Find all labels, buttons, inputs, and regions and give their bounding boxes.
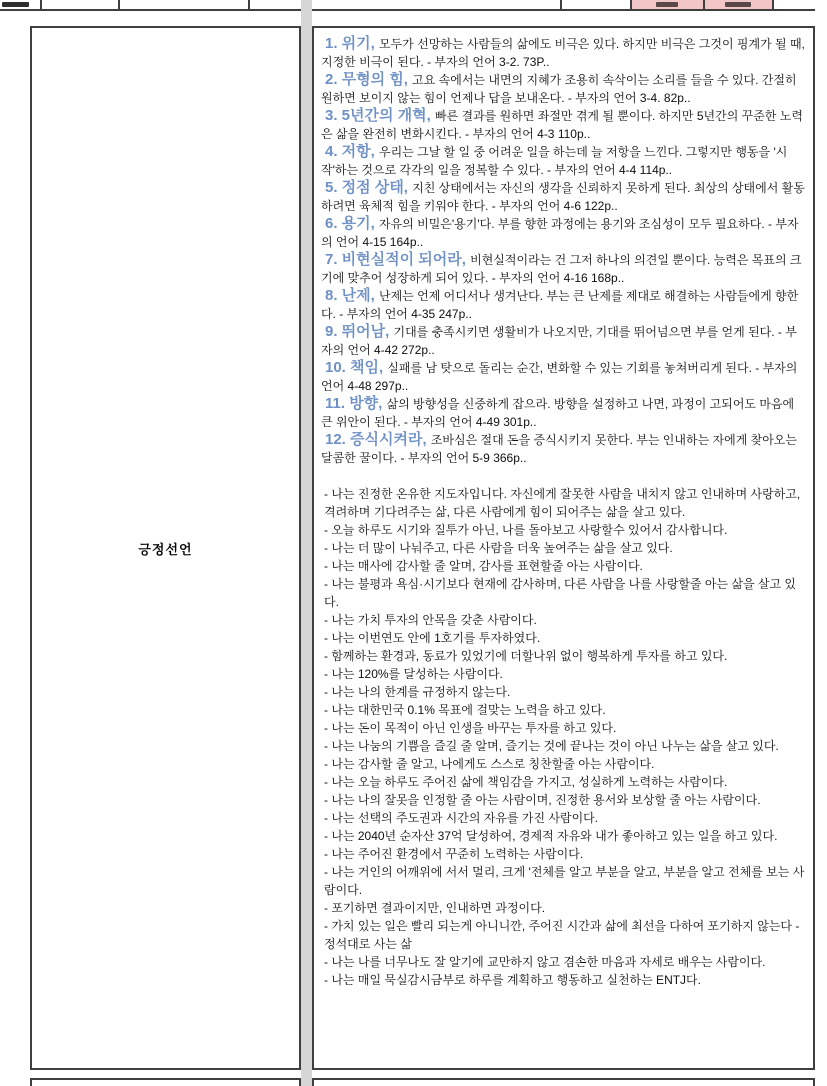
header-grid-line bbox=[772, 0, 774, 9]
affirmation-item: - 나는 매일 묵실감시금부로 하루를 계획하고 행동하고 실천하는 ENTJ다. bbox=[324, 973, 701, 987]
bottom-row-right[interactable] bbox=[312, 1078, 815, 1086]
affirmation-item: - 가치 있는 일은 빨리 되는게 아니니깐, 주어진 시간과 삶에 최선을 다하여 포기하지 않는다 - 정석대로 사는 삶 bbox=[324, 919, 800, 951]
quote-body: 기대를 충족시키면 생활비가 나오지만, 기대를 뛰어넘으면 부를 얻게 된다. - 부자의 언어 4-42 272p.. bbox=[321, 325, 797, 357]
quote-title: 9. 뛰어남, bbox=[325, 323, 394, 340]
affirmation-item: - 나는 오늘 하루도 주어진 삶에 책임감을 가지고, 성실하게 노력하는 사람이다. bbox=[324, 775, 728, 789]
quote-title: 3. 5년간의 개혁, bbox=[325, 107, 435, 124]
header-grid-line bbox=[630, 0, 632, 9]
affirmation-item: - 나는 나눔의 기쁨을 즐길 줄 알며, 즐기는 것에 끝나는 것이 아닌 나누는 삶을 살고 있다. bbox=[324, 739, 779, 753]
affirmation-item: - 나는 돈이 목적이 아닌 인생을 바꾸는 투자를 하고 있다. bbox=[324, 721, 617, 735]
quote-item bbox=[321, 179, 807, 215]
quote-title: 7. 비현실적이 되어라, bbox=[325, 251, 471, 268]
quote-item bbox=[321, 251, 807, 287]
quote-item bbox=[321, 143, 807, 179]
quote-body: 삶의 방향성을 신중하게 잡으라. 방향을 설정하고 나면, 과정이 고되어도 마음에 큰 위안이 된다. - 부자의 언어 4-49 301p.. bbox=[321, 397, 795, 429]
positive-declaration-cell[interactable] bbox=[30, 26, 301, 1070]
affirmation-item: - 나는 불평과 욕심·시기보다 현재에 감사하며, 다른 사람을 나를 사랑할줄 아는 삶을 살고 있다. bbox=[324, 577, 796, 609]
affirmation-item: - 나는 더 많이 나눠주고, 다른 사람을 더욱 높여주는 삶을 살고 있다. bbox=[324, 541, 673, 555]
affirmation-item: - 나는 120%를 달성하는 사람이다. bbox=[324, 667, 503, 681]
quote-title: 1. 위기, bbox=[325, 35, 379, 52]
quote-body: 자유의 비밀은'용기'다. 부를 향한 과정에는 용기와 조심성이 모두 필요하다. - 부자의 언어 4-15 164p.. bbox=[321, 217, 799, 249]
quote-body: 지친 상태에서는 자신의 생각을 신뢰하지 못하게 된다. 최상의 상태에서 활동하려면 육체적 힘을 키워야 한다. - 부자의 언어 4-6 122p.. bbox=[321, 181, 805, 213]
quote-body: 고요 속에서는 내면의 지혜가 조용히 속삭이는 소리를 들을 수 있다. 간절히 원하면 보이지 않는 힘이 언제나 답을 보내온다. - 부자의 언어 3-4. 82p.. bbox=[321, 73, 797, 105]
quote-title: 11. 방향, bbox=[325, 395, 387, 412]
quote-item bbox=[321, 71, 807, 107]
quotes-list bbox=[321, 35, 807, 467]
quote-title: 10. 책임, bbox=[325, 359, 388, 376]
header-grid-line bbox=[703, 0, 705, 9]
bottom-row-left[interactable] bbox=[30, 1078, 301, 1086]
affirmation-item: - 함께하는 환경과, 동료가 있었기에 더할나위 없이 행복하게 투자를 하고 있다. bbox=[324, 649, 728, 663]
header-grid-line bbox=[248, 0, 250, 9]
header-grid-line bbox=[560, 0, 562, 9]
header-row-left[interactable] bbox=[0, 0, 301, 11]
quote-title: 4. 저항, bbox=[325, 143, 379, 160]
header-grid-line bbox=[40, 0, 42, 9]
quote-item bbox=[321, 431, 807, 467]
quote-title: 5. 정점 상태, bbox=[325, 179, 413, 196]
content-cell[interactable] bbox=[312, 26, 815, 1070]
quote-item bbox=[321, 395, 807, 431]
quote-body: 난제는 언제 어디서나 생겨난다. 부는 큰 난제를 제대로 해결하는 사람들에게 향한다. - 부자의 언어 4-35 247p.. bbox=[321, 289, 799, 321]
positive-declaration-label: 긍정선언 bbox=[138, 541, 193, 557]
quote-title: 12. 증식시켜라, bbox=[325, 431, 431, 448]
clipped-header-text bbox=[656, 2, 678, 7]
quote-item bbox=[321, 215, 807, 251]
quote-item bbox=[321, 323, 807, 359]
quote-item bbox=[321, 287, 807, 323]
affirmation-item: - 나는 나의 한계를 규정하지 않는다. bbox=[324, 685, 511, 699]
affirmation-item: - 나는 2040년 순자산 37억 달성하여, 경제적 자유와 내가 좋아하고 있는 일을 하고 있다. bbox=[324, 829, 778, 843]
affirmation-item: - 나는 대한민국 0.1% 목표에 걸맞는 노력을 하고 있다. bbox=[324, 703, 606, 717]
clipped-header-text bbox=[725, 2, 751, 7]
quote-body: 실패를 남 탓으로 돌리는 순간, 변화할 수 있는 기회를 놓쳐버리게 된다. - 부자의 언어 4-48 297p.. bbox=[321, 361, 798, 393]
quote-body: 조바심은 절대 돈을 증식시키지 못한다. 부는 인내하는 자에게 찾아오는 달콤한 꿀이다. - 부자의 언어 5-9 366p.. bbox=[321, 433, 797, 465]
affirmation-item: - 나는 매사에 감사할 줄 알며, 감사를 표현할줄 아는 사람이다. bbox=[324, 559, 643, 573]
header-cell-pink[interactable] bbox=[632, 0, 703, 9]
affirmation-item: - 나는 나를 너무나도 잘 알기에 교만하지 않고 겸손한 마음과 자세로 배우는 사람이다. bbox=[324, 955, 766, 969]
affirmation-item: - 나는 진정한 온유한 지도자입니다. 자신에게 잘못한 사람을 내치지 않고 인내하며 사랑하고, 격려하며 기다려주는 삶, 다른 사람에게 힘이 되어주는 삶을 살고 있다. bbox=[324, 487, 801, 519]
quote-title: 6. 용기, bbox=[325, 215, 379, 232]
quote-item bbox=[321, 107, 807, 143]
affirmation-item: - 나는 나의 잘못을 인정할 줄 아는 사람이며, 진정한 용서와 보상할 줄 아는 사람이다. bbox=[324, 793, 761, 807]
quote-body: 빠른 결과를 원하면 좌절만 겪게 될 뿐이다. 하지만 5년간의 꾸준한 노력은 삶을 완전히 변화시킨다. - 부자의 언어 4-3 110p.. bbox=[321, 109, 803, 141]
affirmation-item: - 나는 가치 투자의 안목을 갖춘 사람이다. bbox=[324, 613, 537, 627]
quote-title: 8. 난제, bbox=[325, 287, 379, 304]
affirmation-item: - 나는 선택의 주도권과 시간의 자유를 가진 사람이다. bbox=[324, 811, 599, 825]
quote-body: 우리는 그날 할 일 중 어려운 일을 하는데 늘 저항을 느낀다. 그렇지만 행동을 '시작'하는 것으로 각각의 일을 정복할 수 있다. - 부자의 언어 4-4 114p.. bbox=[321, 145, 788, 177]
header-row-right[interactable] bbox=[312, 0, 815, 11]
quote-body: 모두가 선망하는 사람들의 삶에도 비극은 있다. 하지만 비극은 그것이 핑계가 될 때, 지정한 비극이 된다. - 부자의 언어 3-2. 73P.. bbox=[321, 37, 805, 69]
table-gutter bbox=[301, 0, 312, 1086]
affirmation-item: - 나는 거인의 어깨위에 서서 멀리, 크게 '전체를 알고 부분을 알고, 부분을 알고 전체를 보는 사람이다. bbox=[324, 865, 805, 897]
quote-title: 2. 무형의 힘, bbox=[325, 71, 413, 88]
header-grid-line bbox=[118, 0, 120, 9]
affirmation-item: - 포기하면 결과이지만, 인내하면 과정이다. bbox=[324, 901, 546, 915]
quote-body: 비현실적이라는 건 그저 하나의 의견일 뿐이다. 능력은 목표의 크기에 맞추어 성장하게 되어 있다. - 부자의 언어 4-16 168p.. bbox=[321, 253, 802, 285]
clipped-header-text bbox=[2, 2, 29, 7]
affirmation-item: - 오늘 하루도 시기와 질투가 아닌, 나를 돌아보고 사랑할수 있어서 감사합니다. bbox=[324, 523, 728, 537]
affirmation-item: - 나는 이번연도 안에 1호기를 투자하였다. bbox=[324, 631, 541, 645]
header-cell-pink[interactable] bbox=[705, 0, 772, 9]
affirmations-list bbox=[321, 485, 807, 989]
quote-item bbox=[321, 359, 807, 395]
affirmation-item: - 나는 주어진 환경에서 꾸준히 노력하는 사람이다. bbox=[324, 847, 584, 861]
affirmation-item: - 나는 감사할 줄 알고, 나에게도 스스로 칭찬할줄 아는 사람이다. bbox=[324, 757, 655, 771]
quote-item bbox=[321, 35, 807, 71]
